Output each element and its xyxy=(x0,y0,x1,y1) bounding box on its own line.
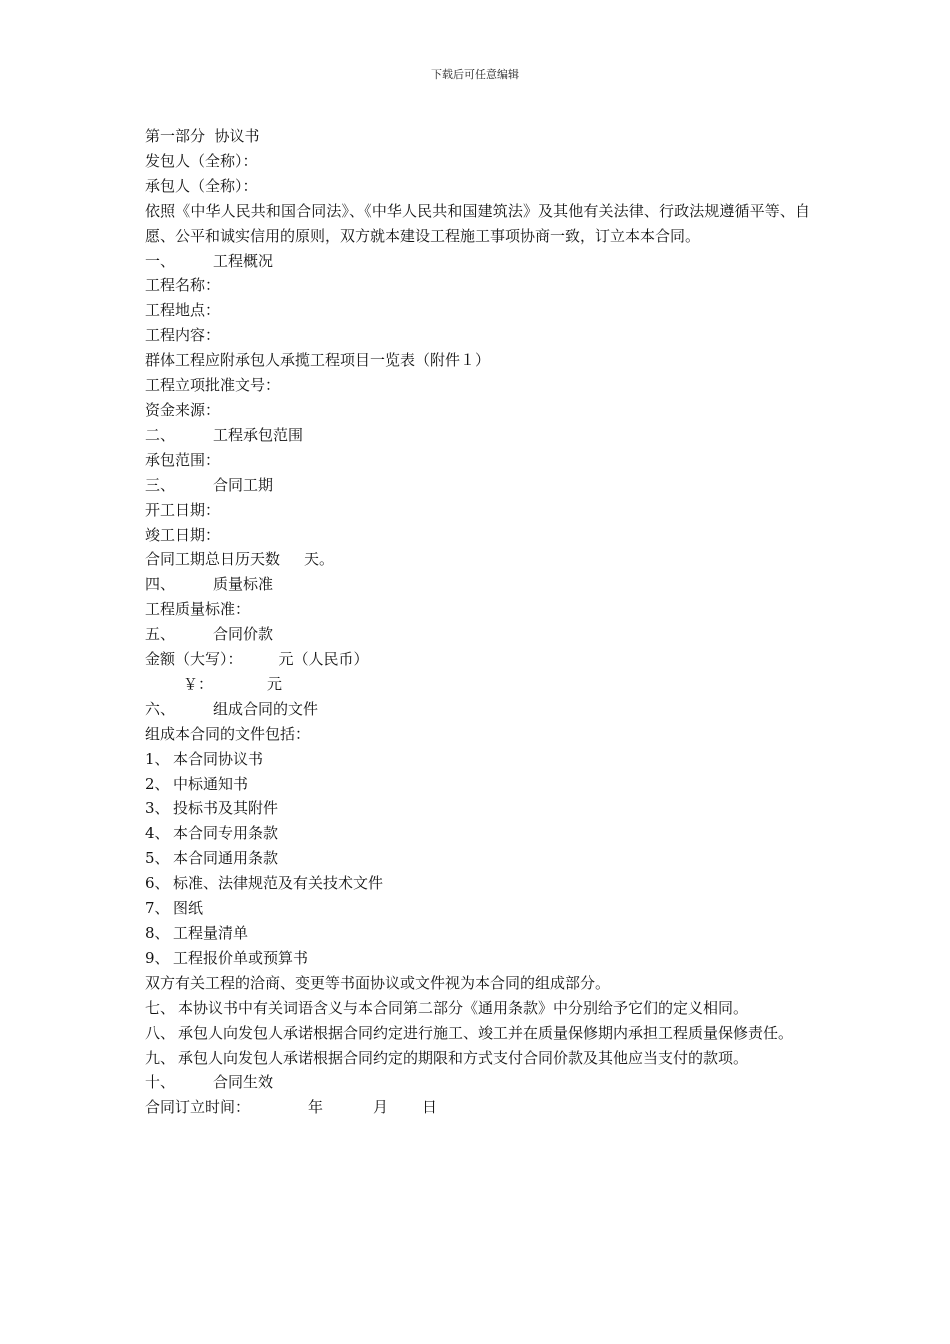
section-text: 承包人向发包人承诺根据合同约定进行施工、竣工并在质量保修期内承担工程质量保修责任。 xyxy=(178,1023,794,1042)
total-days-unit: 天。 xyxy=(304,550,335,569)
section-number: 一、 xyxy=(145,251,176,270)
documents-intro: 组成本合同的文件包括： xyxy=(145,724,311,743)
section-10-heading xyxy=(145,1070,810,1095)
sign-date-label: 合同订立时间： xyxy=(145,1098,251,1117)
section-4-heading xyxy=(145,572,810,597)
section-number: 六、 xyxy=(145,699,176,718)
list-item: 1、 本合同协议书 xyxy=(145,749,264,768)
list-item: 8、 工程量清单 xyxy=(145,924,249,942)
start-date-line: 开工日期： xyxy=(145,500,221,519)
list-item: 2、 中标通知书 xyxy=(145,774,249,793)
list-item: 4、 本合同专用条款 xyxy=(145,824,279,843)
month-label: 月 xyxy=(373,1098,389,1117)
page-header: 下载后可任意编辑 xyxy=(431,68,519,81)
project-location-line: 工程地点： xyxy=(145,301,221,320)
section-number: 四、 xyxy=(145,575,176,594)
day-label: 日 xyxy=(422,1098,438,1117)
section-title: 工程概况 xyxy=(213,251,274,270)
section-number: 九、 xyxy=(145,1048,176,1067)
section-title: 合同价款 xyxy=(213,625,274,644)
section-title: 工程承包范围 xyxy=(213,425,304,444)
approval-number-line: 工程立项批准文号： xyxy=(145,376,281,395)
section-title: 组成合同的文件 xyxy=(213,699,319,718)
group-project-line: 群体工程应附承包人承揽工程项目一览表（附件１） xyxy=(145,351,491,370)
section-text: 本协议书中有关词语含义与本合同第二部分《通用条款》中分别给予它们的定义相同。 xyxy=(178,998,749,1017)
completion-date-line: 竣工日期： xyxy=(145,525,221,544)
document-body xyxy=(145,124,810,1120)
contractor-line: 承包人（全称）： xyxy=(145,176,258,195)
section-number: 三、 xyxy=(145,475,176,494)
quality-standard-line: 工程质量标准： xyxy=(145,600,251,619)
section-8 xyxy=(145,1021,810,1046)
yen-label: ￥： xyxy=(183,674,214,693)
list-item: 5、 本合同通用条款 xyxy=(145,849,279,868)
section-2-heading xyxy=(145,423,810,448)
section-6-heading xyxy=(145,697,810,722)
section-1-heading xyxy=(145,249,810,274)
section-number: 八、 xyxy=(145,1023,176,1042)
amount-unit: 元（人民币） xyxy=(278,650,369,669)
amount-label: 金额（大写）： xyxy=(145,650,243,669)
section-text: 承包人向发包人承诺根据合同约定的期限和方式支付合同价款及其他应当支付的款项。 xyxy=(178,1048,749,1067)
total-days-label: 合同工期总日历天数 xyxy=(145,550,281,569)
yen-line xyxy=(145,672,810,697)
list-item: 9、 工程报价单或预算书 xyxy=(145,948,309,967)
section-7 xyxy=(145,996,810,1021)
yen-unit: 元 xyxy=(267,674,283,693)
project-name-line: 工程名称： xyxy=(145,276,221,295)
amount-line xyxy=(145,647,810,672)
section-number: 五、 xyxy=(145,625,176,644)
documents-note: 双方有关工程的洽商、变更等书面协议或文件视为本合同的组成部分。 xyxy=(145,973,611,992)
funding-source-line: 资金来源： xyxy=(145,400,221,419)
section-number: 二、 xyxy=(145,425,176,444)
total-days-line xyxy=(145,547,810,572)
section-title: 合同生效 xyxy=(213,1073,274,1092)
project-content-line: 工程内容： xyxy=(145,326,221,345)
scope-line: 承包范围： xyxy=(145,450,221,469)
section-number: 十、 xyxy=(145,1073,176,1092)
intro-paragraph: 依照《中华人民共和国合同法》、《中华人民共和国建筑法》及其他有关法律、行政法规遵循平等、自愿、公平和诚实信用的原则，双方就本建设工程施工事项协商一致，订立本本合同。 xyxy=(145,201,810,245)
section-5-heading xyxy=(145,622,810,647)
section-3-heading xyxy=(145,473,810,498)
list-item: 7、 图纸 xyxy=(145,899,204,918)
documents-list xyxy=(145,747,810,971)
section-title: 质量标准 xyxy=(213,575,274,594)
year-label: 年 xyxy=(308,1098,324,1117)
employer-line: 发包人（全称）： xyxy=(145,151,258,170)
section-title: 合同工期 xyxy=(213,475,274,494)
section-9 xyxy=(145,1046,810,1071)
section-number: 七、 xyxy=(145,998,176,1017)
list-item: 6、 标准、法律规范及有关技术文件 xyxy=(145,874,384,893)
list-item: 3、 投标书及其附件 xyxy=(145,799,279,818)
doc-title: 第一部分 协议书 xyxy=(145,127,260,145)
sign-date-line xyxy=(145,1095,810,1120)
